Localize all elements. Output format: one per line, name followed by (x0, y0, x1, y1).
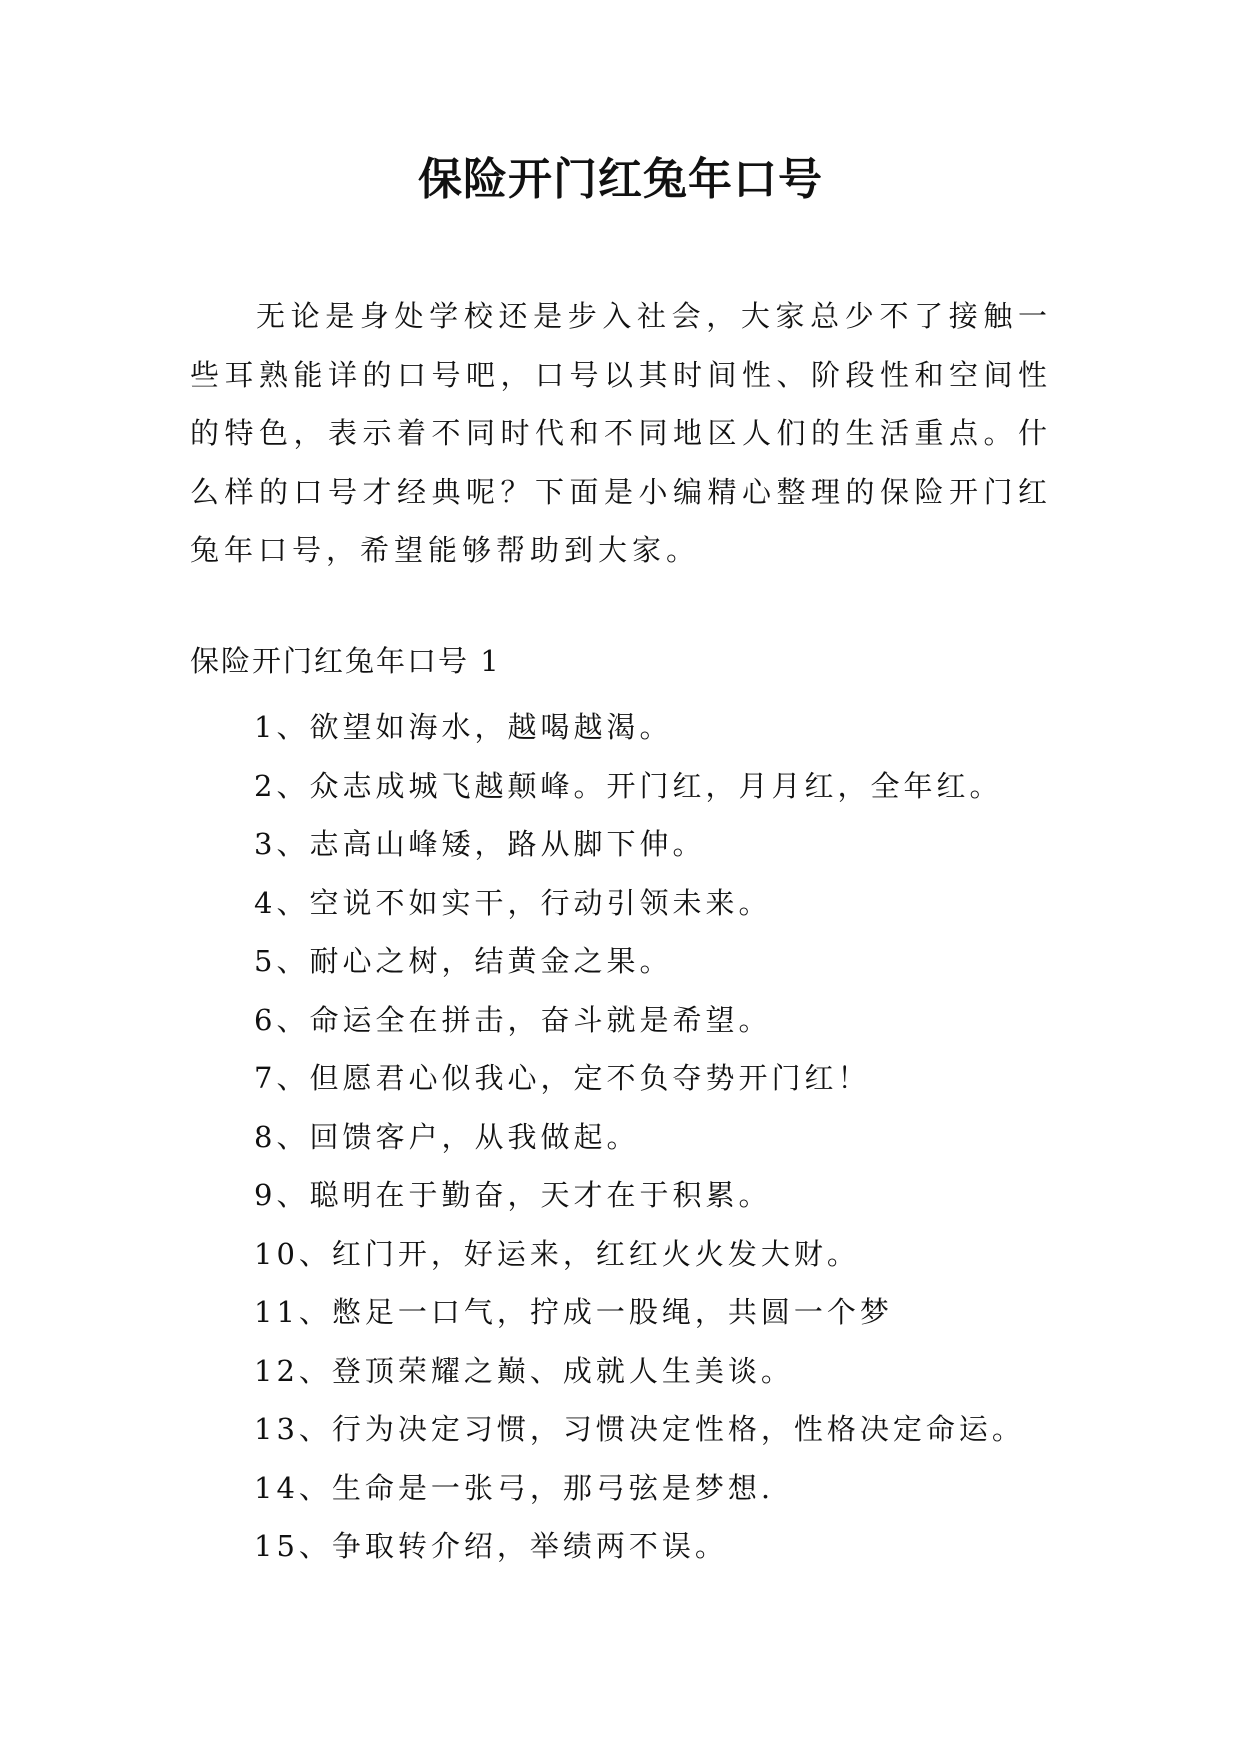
slogan-list (254, 698, 1025, 1576)
slogan-item: 14、生命是一张弓，那弓弦是梦想. (254, 1470, 775, 1505)
slogan-item: 8、回馈客户，从我做起。 (254, 1119, 640, 1154)
slogan-item: 15、争取转介绍，举绩两不误。 (254, 1529, 728, 1563)
slogan-item: 1、欲望如海水，越喝越渴。 (254, 710, 673, 744)
slogan-item: 5、耐心之树，结黄金之果。 (254, 944, 673, 978)
slogan-item: 10、红门开，好运来，红红火火发大财。 (254, 1236, 860, 1271)
document-title: 保险开门红兔年口号 (418, 154, 823, 205)
slogan-item: 6、命运全在拼击，奋斗就是希望。 (254, 1002, 772, 1037)
slogan-item: 2、众志成城飞越颠峰。开门红，月月红，全年红。 (254, 768, 1003, 803)
slogan-item: 12、登顶荣耀之巅、成就人生美谈。 (254, 1353, 794, 1388)
slogan-item: 3、志高山峰矮，路从脚下伸。 (254, 827, 706, 861)
intro-paragraph: 无论是身处学校还是步入社会，大家总少不了接触一些耳熟能详的口号吧，口号以其时间性、阶段性和空间性的特色，表示着不同时代和不同地区人们的生活重点。什么样的口号才经典呢？下面是小编精心整理的保险开门红兔年口号，希望能够帮助到大家。 (190, 299, 1052, 567)
slogan-item: 7、但愿君心似我心，定不负夺势开门红！ (254, 1061, 871, 1095)
slogan-item: 11、憋足一口气，拧成一股绳，共圆一个梦 (254, 1295, 893, 1329)
slogan-item: 9、聪明在于勤奋，天才在于积累。 (254, 1178, 772, 1212)
slogan-item: 13、行为决定习惯，习惯决定性格，性格决定命运。 (254, 1412, 1025, 1446)
slogan-item: 4、空说不如实干，行动引领未来。 (254, 885, 772, 920)
section-heading: 保险开门红兔年口号 1 (190, 644, 501, 678)
